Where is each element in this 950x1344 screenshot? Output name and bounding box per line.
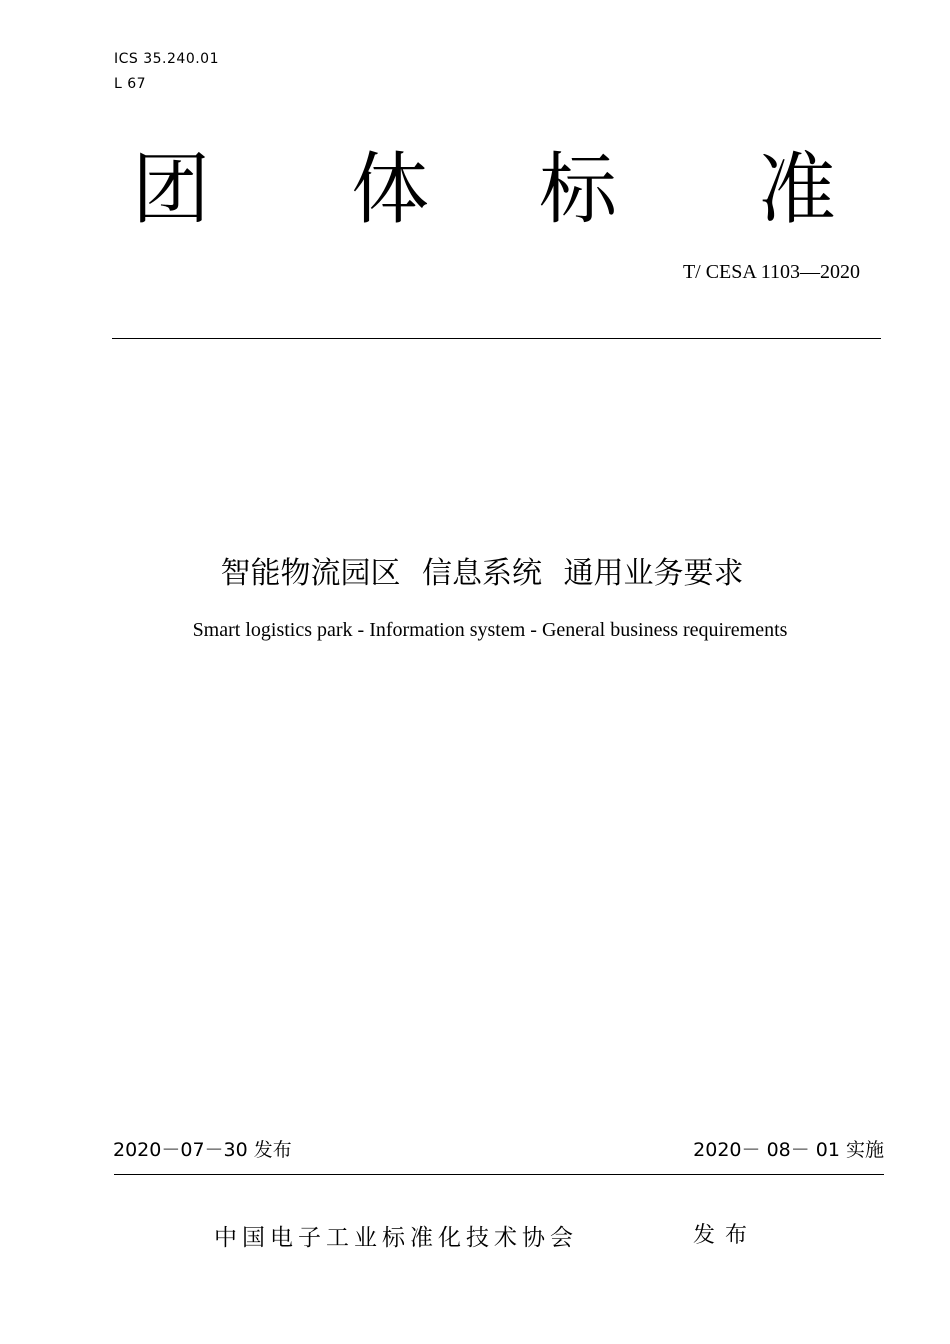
heading-char-3: 标: [538, 145, 617, 235]
standard-number: T/ CESA 1103—2020: [682, 261, 860, 283]
bottom-divider: [114, 1174, 884, 1175]
classification-codes: [114, 49, 219, 99]
title-cn-part-2: 信息系统: [422, 556, 542, 591]
publisher-name: 中国电子工业标准化技术协会: [214, 1225, 578, 1251]
document-title-en: Smart logistics park - Information system - General business requirements: [192, 619, 788, 641]
heading-char-4: 准: [757, 145, 836, 235]
publication-date: 2020－07－30 发布: [113, 1139, 292, 1161]
implementation-date: 2020－ 08－ 01 实施: [693, 1139, 884, 1161]
standard-type-heading: [0, 145, 950, 235]
ccs-code: L 67: [114, 76, 147, 92]
title-cn-part-3: 通用业务要求: [563, 556, 744, 591]
heading-char-1: 团: [131, 145, 210, 235]
ics-code: ICS 35.240.01: [114, 51, 219, 67]
top-divider: [112, 338, 881, 339]
title-cn-part-1: 智能物流园区: [220, 556, 401, 591]
document-title-cn: [0, 554, 950, 594]
heading-char-2: 体: [350, 145, 429, 235]
publish-label: 发布: [693, 1223, 758, 1248]
